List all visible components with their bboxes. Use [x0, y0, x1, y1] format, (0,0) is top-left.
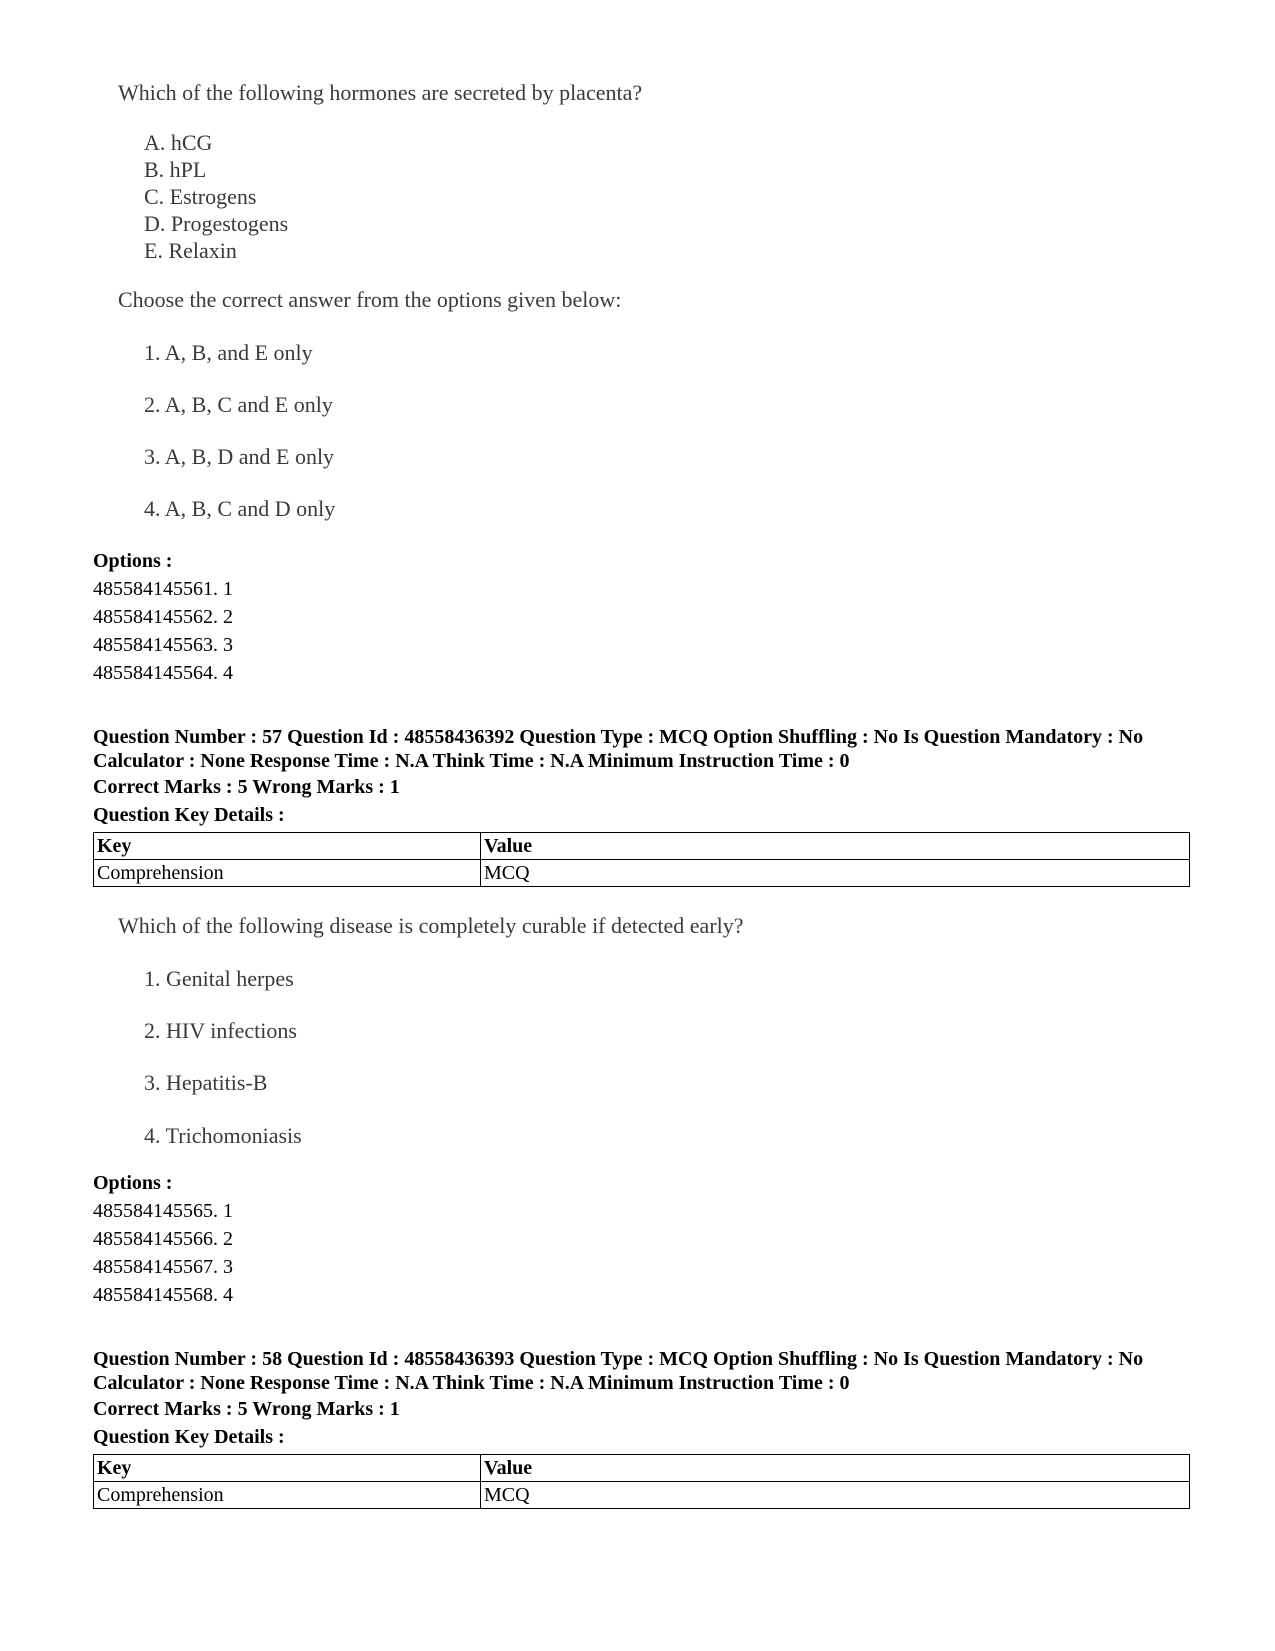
option-item: 485584145566. 2 — [93, 1228, 233, 1250]
table-cell-value: MCQ — [481, 1482, 1190, 1509]
option-item: 485584145568. 4 — [93, 1284, 233, 1306]
question-instruction: Choose the correct answer from the options given below: — [118, 287, 622, 312]
choice-3: 3. Hepatitis-B — [144, 1070, 268, 1095]
choice-1: 1. Genital herpes — [144, 966, 294, 991]
option-item: 485584145565. 1 — [93, 1200, 233, 1222]
table-cell-value: MCQ — [481, 860, 1190, 887]
statement-e: E. Relaxin — [144, 238, 237, 263]
key-details-label: Question Key Details : — [93, 1426, 285, 1448]
choice-1: 1. A, B, and E only — [144, 340, 313, 365]
table-header-row — [94, 1455, 1190, 1482]
option-item: 485584145567. 3 — [93, 1256, 233, 1278]
question-marks: Correct Marks : 5 Wrong Marks : 1 — [93, 776, 400, 798]
choice-2: 2. HIV infections — [144, 1018, 297, 1043]
table-header-value: Value — [481, 833, 1190, 860]
question-marks: Correct Marks : 5 Wrong Marks : 1 — [93, 1398, 400, 1420]
question-meta: Question Number : 58 Question Id : 48558436393 Question Type : MCQ Option Shuffling : No Is Question Mandatory : No Calculator : None Response Time : N.A Think Time : N.A Minimum Instruction Time : 0 — [93, 1348, 1144, 1394]
options-label: Options : — [93, 1172, 173, 1194]
choice-4: 4. Trichomoniasis — [144, 1123, 302, 1148]
option-item: 485584145562. 2 — [93, 606, 233, 628]
key-details-label: Question Key Details : — [93, 804, 285, 826]
question-stem: Which of the following hormones are secreted by placenta? — [118, 80, 643, 105]
table-row — [94, 1482, 1190, 1509]
table-header-value: Value — [481, 1455, 1190, 1482]
question-meta: Question Number : 57 Question Id : 48558436392 Question Type : MCQ Option Shuffling : No Is Question Mandatory : No Calculator : None Response Time : N.A Think Time : N.A Minimum Instruction Time : 0 — [93, 726, 1144, 772]
table-row — [94, 860, 1190, 887]
key-details-table — [93, 1454, 1190, 1509]
option-item: 485584145561. 1 — [93, 578, 233, 600]
choice-4: 4. A, B, C and D only — [144, 496, 336, 521]
option-item: 485584145563. 3 — [93, 634, 233, 656]
question-stem: Which of the following disease is completely curable if detected early? — [118, 913, 744, 938]
statement-a: A. hCG — [144, 130, 213, 155]
table-cell-key: Comprehension — [94, 1482, 481, 1509]
table-header-key: Key — [94, 833, 481, 860]
table-header-row — [94, 833, 1190, 860]
options-label: Options : — [93, 550, 173, 572]
statement-c: C. Estrogens — [144, 184, 257, 209]
choice-2: 2. A, B, C and E only — [144, 392, 333, 417]
table-cell-key: Comprehension — [94, 860, 481, 887]
choice-3: 3. A, B, D and E only — [144, 444, 335, 469]
option-item: 485584145564. 4 — [93, 662, 233, 684]
key-details-table — [93, 832, 1190, 887]
table-header-key: Key — [94, 1455, 481, 1482]
statement-b: B. hPL — [144, 157, 207, 182]
statement-d: D. Progestogens — [144, 211, 289, 236]
